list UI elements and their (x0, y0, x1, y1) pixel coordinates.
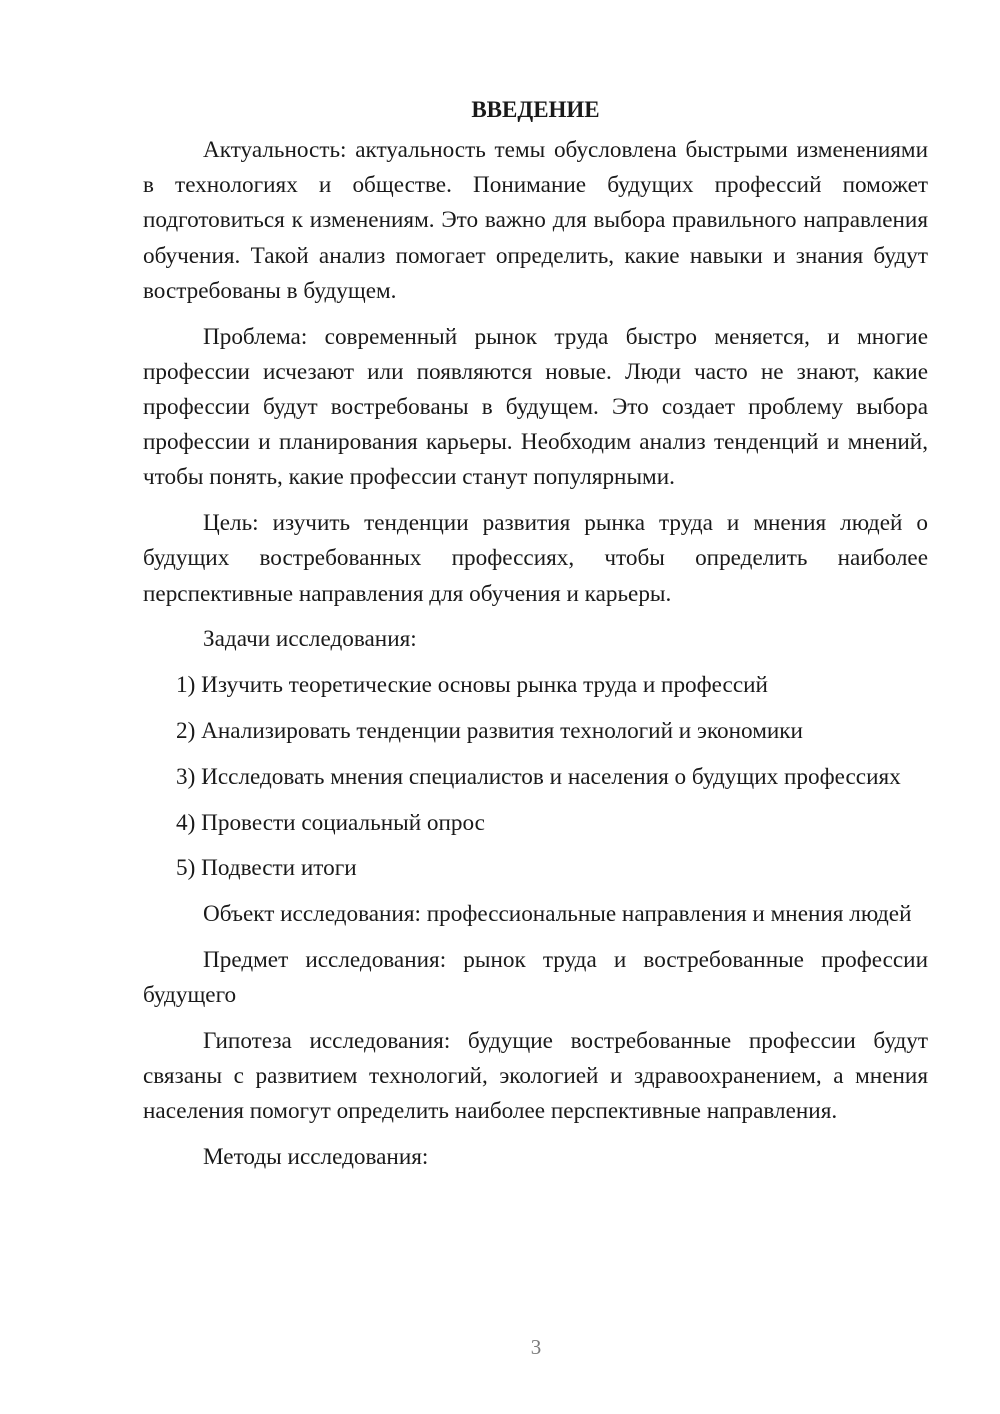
paragraph-methods: Методы исследования: (203, 1144, 429, 1171)
paragraph-subject: Предмет исследования: рынок труда и востребованные профессии будущего (143, 947, 928, 1009)
page-number: 3 (530, 1335, 542, 1359)
paragraph-goal: Цель: изучить тенденции развития рынка труда и мнения людей о будущих востребованных профессиях, чтобы определить наиболее перспективные направления для обучения и карьеры. (143, 510, 928, 607)
task-item-1: 1) Изучить теоретические основы рынка труда и профессий (176, 672, 768, 699)
paragraph-hypothesis: Гипотеза исследования: будущие востребованные профессии будут связаны с развитием технологий, экологией и здравоохранением, а мнения населения помогут определить наиболее перспективные направления. (143, 1028, 928, 1125)
paragraph-tasks-heading: Задачи исследования: (203, 626, 417, 653)
task-item-5: 5) Подвести итоги (176, 855, 357, 882)
paragraph-problem: Проблема: современный рынок труда быстро меняется, и многие профессии исчезают или появляются новые. Люди часто не знают, какие профессии будут востребованы в будущем. Это создает проблему выбора профессии и планирования карьеры. Необходим анализ тенденций и мнений, чтобы понять, какие профессии станут популярными. (143, 323, 928, 491)
task-item-2: 2) Анализировать тенденции развития технологий и экономики (176, 718, 803, 745)
task-item-4: 4) Провести социальный опрос (176, 809, 485, 836)
document-body (143, 92, 928, 1186)
paragraph-object: Объект исследования: профессиональные направления и мнения людей (203, 901, 912, 928)
task-item-3: 3) Исследовать мнения специалистов и населения о будущих профессиях (176, 763, 901, 790)
section-heading: ВВЕДЕНИЕ (471, 97, 600, 122)
paragraph-relevance: Актуальность: актуальность темы обусловлена быстрыми изменениями в технологиях и обществе. Понимание будущих профессий поможет подготовиться к изменениям. Это важно для выбора правильного направления обучения. Такой анализ помогает определить, какие навыки и знания будут востребованы в будущем. (143, 137, 928, 304)
